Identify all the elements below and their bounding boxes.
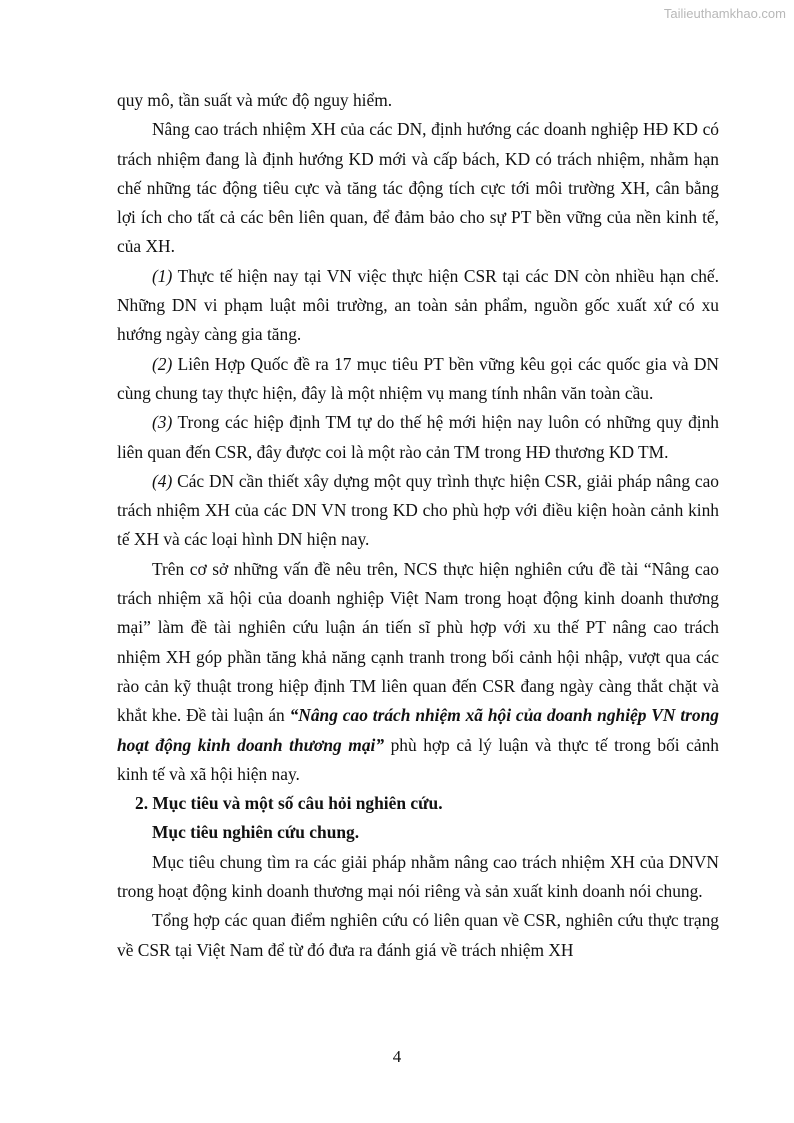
numbered-item <box>117 350 719 409</box>
paragraph-text: Trên cơ sở những vấn đề nêu trên, NCS thực hiện nghiên cứu đề tài “Nâng cao trách nhiệm xã hội của doanh nghiệp Việt Nam trong hoạt động kinh doanh thương mại” làm đề tài nghiên cứu luận án tiến sĩ phù hợp với xu thế PT nâng cao trách nhiệm XH góp phần tăng khả năng cạnh tranh trong bối cảnh hội nhập, vượt qua các rào cản kỹ thuật trong hiệp định TM liên quan đến CSR đang ngày càng thắt chặt và khắt khe. Đề tài luận án <box>117 558 719 726</box>
item-text: Thực tế hiện nay tại VN việc thực hiện CSR tại các DN còn nhiều hạn chế. Những DN vi phạm luật môi trường, an toàn sản phẩm, nguồn gốc xuất xứ có xu hướng ngày càng gia tăng. <box>117 265 719 345</box>
paragraph-continuation: quy mô, tần suất và mức độ nguy hiểm. <box>117 90 393 110</box>
item-number: (2) <box>152 353 173 374</box>
item-number: (3) <box>152 412 173 433</box>
numbered-item <box>117 467 719 555</box>
numbered-item <box>117 408 719 467</box>
body-text <box>117 86 719 965</box>
section-heading: 2. Mục tiêu và một số câu hỏi nghiên cứu. <box>135 793 443 814</box>
item-text: Các DN cần thiết xây dựng một quy trình thực hiện CSR, giải pháp nâng cao trách nhiệm XH của các DN VN trong KD cho phù hợp với điều kiện hoàn cảnh kinh tế XH và các loại hình DN hiện nay. <box>117 470 719 550</box>
page-number: 4 <box>392 1047 402 1066</box>
item-number: (4) <box>152 470 173 491</box>
paragraph: Nâng cao trách nhiệm XH của các DN, định hướng các doanh nghiệp HĐ KD có trách nhiệm đang là định hướng KD mới và cấp bách, KD có trách nhiệm, nhằm hạn chế những tác động tiêu cực và tăng tác động tích cực tới môi trường XH, cân bằng lợi ích cho tất cả các bên liên quan, để đảm bảo cho sự PT bền vững của nền kinh tế, của XH. <box>117 119 719 257</box>
paragraph-text: phù hợp cả lý luận và thực tế trong bối cảnh kinh tế và xã hội hiện nay. <box>117 734 719 784</box>
numbered-item <box>117 262 719 350</box>
paragraph: Mục tiêu chung tìm ra các giải pháp nhằm nâng cao trách nhiệm XH của DNVN trong hoạt động kinh doanh thương mại nói riêng và sản xuất kinh doanh nói chung. <box>117 851 719 902</box>
paragraph: Tổng hợp các quan điểm nghiên cứu có liên quan về CSR, nghiên cứu thực trạng về CSR tại Việt Nam để từ đó đưa ra đánh giá về trách nhiệm XH <box>117 910 719 960</box>
paragraph <box>117 555 719 789</box>
subsection-heading: Mục tiêu nghiên cứu chung. <box>152 822 360 843</box>
item-text: Trong các hiệp định TM tự do thế hệ mới hiện nay luôn có những quy định liên quan đến CSR, đây được coi là một rào cản TM trong HĐ thương KD TM. <box>117 412 719 462</box>
item-number: (1) <box>152 265 173 286</box>
item-text: Liên Hợp Quốc đề ra 17 mục tiêu PT bền vững kêu gọi các quốc gia và DN cùng chung tay thực hiện, đây là một nhiệm vụ mang tính nhân văn toàn cầu. <box>117 353 719 403</box>
thesis-title: “Nâng cao trách nhiệm xã hội của doanh nghiệp VN trong hoạt động kinh doanh thương mại” <box>117 705 719 755</box>
watermark: Tailieuthamkhao.com <box>663 6 786 21</box>
